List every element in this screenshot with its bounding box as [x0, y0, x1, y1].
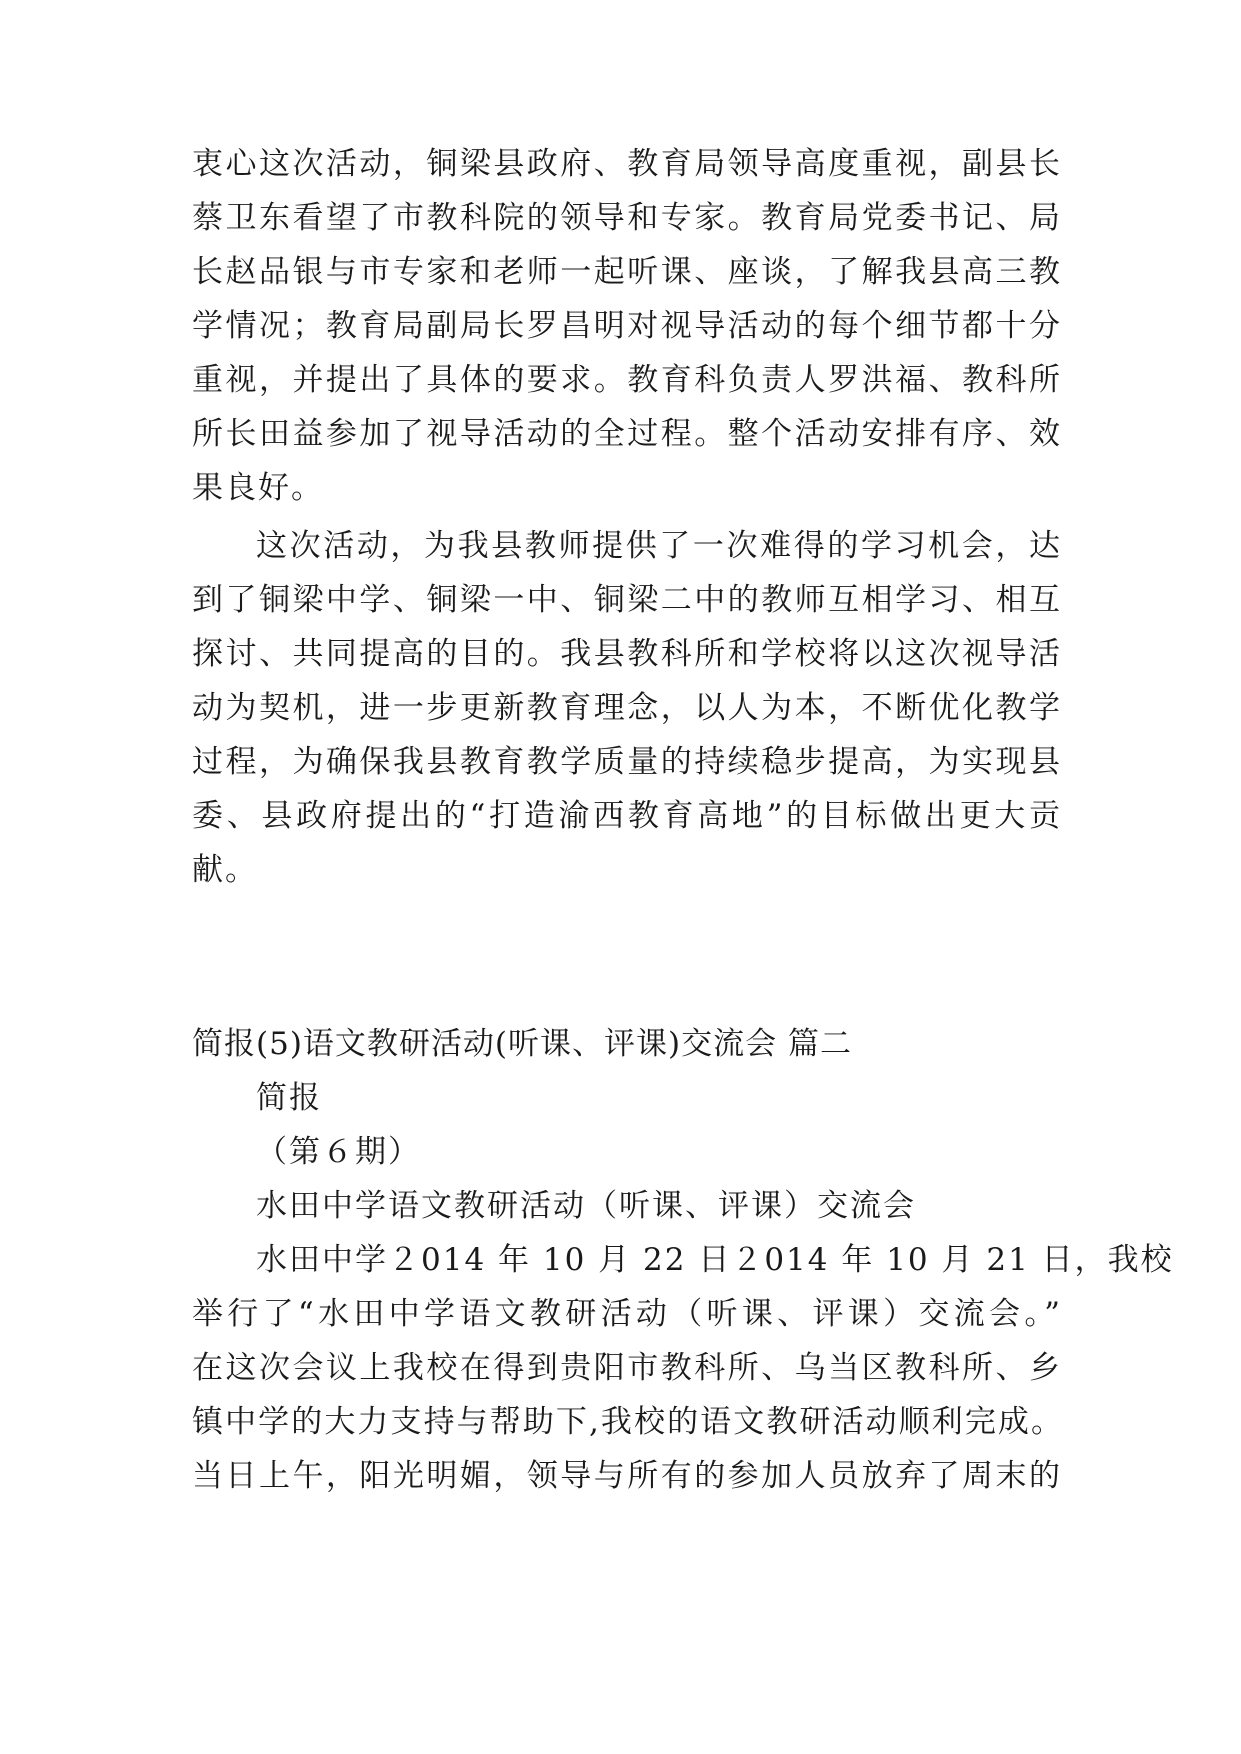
text-line: 到了铜梁中学、铜梁一中、铜梁二中的教师互相学习、相互 — [192, 582, 1062, 618]
text-line: 衷心这次活动，铜梁县政府、教育局领导高度重视，副县长 — [192, 146, 1062, 182]
text-line: 献。 — [192, 852, 258, 888]
text-line: 委、县政府提出的“打造渝西教育高地”的目标做出更大贡 — [192, 798, 1062, 834]
text-line: 在这次会议上我校在得到贵阳市教科所、乌当区教科所、乡 — [192, 1350, 1062, 1386]
text-line: 探讨、共同提高的目的。我县教科所和学校将以这次视导活 — [192, 636, 1062, 672]
text-line: 镇中学的大力支持与帮助下,我校的语文教研活动顺利完成。 — [192, 1404, 1062, 1440]
text-line: 当日上午，阳光明媚，领导与所有的参加人员放弃了周末的 — [192, 1458, 1062, 1494]
text-line: 这次活动，为我县教师提供了一次难得的学习机会，达 — [256, 528, 1062, 564]
text-line: 过程，为确保我县教育教学质量的持续稳步提高，为实现县 — [192, 744, 1062, 780]
text-line: 举行了“水田中学语文教研活动（听课、评课）交流会。” — [192, 1296, 1062, 1332]
issue-number: （第６期） — [256, 1134, 421, 1170]
text-line: 长赵品银与市专家和老师一起听课、座谈，了解我县高三教 — [192, 254, 1062, 290]
text-line: 动为契机，进一步更新教育理念，以人为本，不断优化教学 — [192, 690, 1062, 726]
text-line: 重视，并提出了具体的要求。教育科负责人罗洪福、教科所 — [192, 362, 1062, 398]
text-line: 所长田益参加了视导活动的全过程。整个活动安排有序、效 — [192, 416, 1062, 452]
bulletin-title: 简报 — [256, 1080, 322, 1116]
text-line: 学情况；教育局副局长罗昌明对视导活动的每个细节都十分 — [192, 308, 1062, 344]
text-line: 蔡卫东看望了市教科院的领导和专家。教育局党委书记、局 — [192, 200, 1062, 236]
text-line: 水田中学２014 年 10 月 22 日２014 年 10 月 21 日，我校 — [256, 1242, 1174, 1278]
event-title: 水田中学语文教研活动（听课、评课）交流会 — [256, 1188, 916, 1224]
text-line: 果良好。 — [192, 470, 324, 506]
section-heading: 简报(5)语文教研活动(听课、评课)交流会 篇二 — [192, 1026, 852, 1062]
